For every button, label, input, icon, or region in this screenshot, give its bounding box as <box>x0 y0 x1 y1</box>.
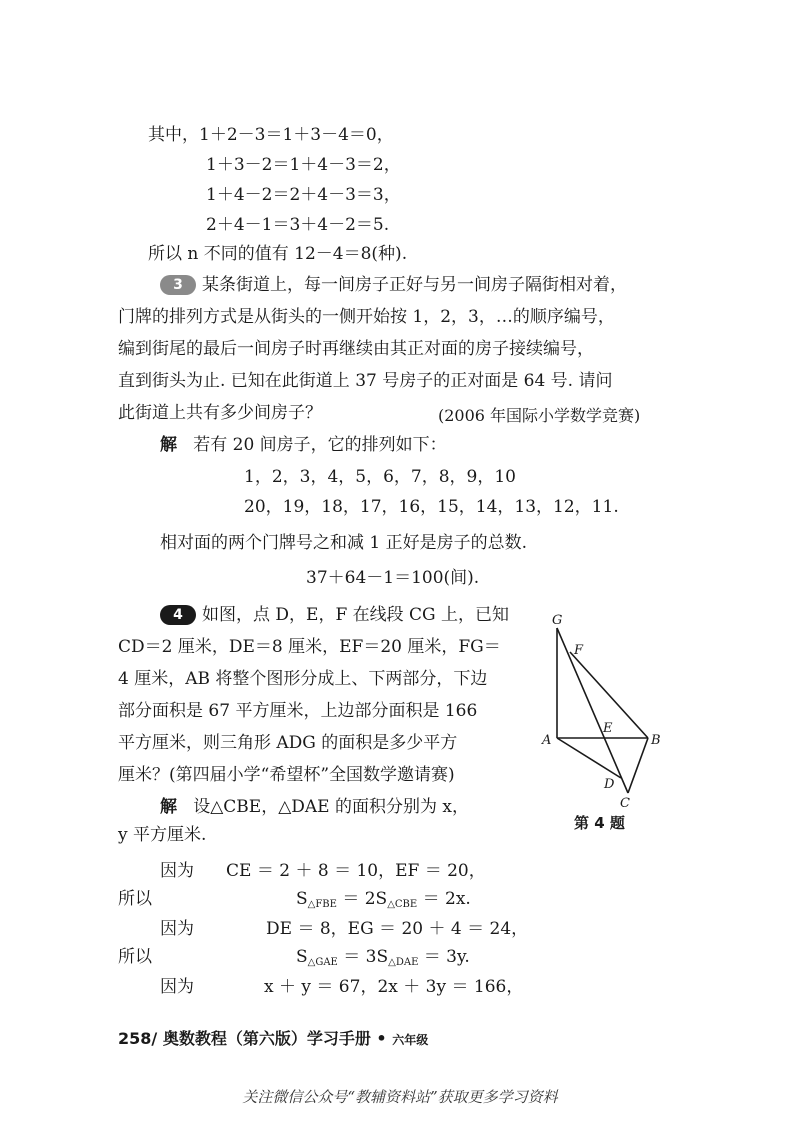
problem-number-badge: 4 <box>160 605 196 625</box>
step-label: 所以 <box>118 947 152 967</box>
step-equation: $S_{\triangle GAE} = 3S_{\triangle DAE} = 3y$. <box>296 947 470 968</box>
page-number: 258 <box>118 1029 152 1048</box>
text-line: 2＋4－1＝3＋4－2＝5. <box>206 215 390 235</box>
problem-text: 某条街道上，每一间房子正好与另一间房子隔街相对着， <box>202 275 627 295</box>
solution-label: 解 <box>160 435 177 455</box>
problem-text: CD＝2 厘米，DE＝8 厘米，EF＝20 厘米，FG＝ <box>118 637 501 657</box>
step-label: 所以 <box>118 889 152 909</box>
segment-GC <box>557 628 628 793</box>
label-E: E <box>603 721 613 736</box>
number-row: 20，19，18，17，16，15，14，13，12，11. <box>244 497 619 517</box>
label-F: F <box>574 643 584 658</box>
segment-AD <box>557 738 621 778</box>
step-equation: DE ＝ 8，EG ＝ 20 ＋ 4 ＝ 24， <box>266 919 529 939</box>
problem-3-line <box>160 274 627 296</box>
solution-line <box>160 434 447 456</box>
problem-number-badge: 3 <box>160 275 196 295</box>
grade-label: 六年级 <box>392 1033 429 1047</box>
solution-text: 若有 20 间房子，它的排列如下： <box>193 435 447 455</box>
book-title: / 奥数教程（第六版）学习手册 • <box>151 1029 387 1048</box>
step-equation: x ＋ y ＝ 67，2x ＋ 3y ＝ 166， <box>264 977 524 997</box>
problem-text: 部分面积是 67 平方厘米，上边部分面积是 166 <box>118 701 478 721</box>
page-footer <box>118 1026 428 1049</box>
text-line: 相对面的两个门牌号之和减 1 正好是房子的总数. <box>160 533 528 553</box>
problem-text: 4 厘米，AB 将整个图形分成上、下两部分，下边 <box>118 669 488 689</box>
label-A: A <box>542 733 552 748</box>
label-D: D <box>604 777 615 792</box>
problem-4-line <box>160 604 509 626</box>
step-label: 因为 <box>160 919 194 939</box>
step-equation: $S_{\triangle FBE} = 2S_{\triangle CBE} = 2x$. <box>296 889 471 910</box>
text-line: 其中，1＋2－3＝1＋3－4＝0， <box>148 125 394 145</box>
number-row: 1，2，3，4，5，6，7，8，9，10 <box>244 467 516 487</box>
problem-text: 直到街头为止. 已知在此街道上 37 号房子的正对面是 64 号. 请问 <box>118 371 613 391</box>
label-C: C <box>620 796 630 808</box>
step-label: 因为 <box>160 861 194 881</box>
problem-text: 编到街尾的最后一间房子时再继续由其正对面的房子接续编号， <box>118 339 594 359</box>
figure-caption: 第 4 题 <box>574 814 625 832</box>
text-line: 1＋4－2＝2＋4－3＝3， <box>206 185 401 205</box>
problem-text: 此街道上共有多少间房子？ <box>118 403 322 423</box>
problem-text: 门牌的排列方式是从街头的一侧开始按 1，2，3，…的顺序编号， <box>118 307 615 327</box>
geometry-figure <box>530 608 680 808</box>
solution-line <box>160 796 469 818</box>
text-line: 1＋3－2＝1＋4－3＝2， <box>206 155 401 175</box>
text-line: 所以 n 不同的值有 12－4＝8(种). <box>148 244 408 264</box>
problem-source: (2006 年国际小学数学竞赛) <box>438 406 641 425</box>
step-equation: CE ＝ 2 ＋ 8 ＝ 10，EF ＝ 20， <box>226 861 486 881</box>
solution-text: 设△CBE，△DAE 的面积分别为 x， <box>193 797 469 817</box>
step-label: 因为 <box>160 977 194 997</box>
problem-text: 厘米？(第四届小学“希望杯”全国数学邀请赛) <box>118 765 455 785</box>
segment-BC <box>628 738 648 793</box>
solution-label: 解 <box>160 797 177 817</box>
problem-text: 平方厘米，则三角形 ADG 的面积是多少平方 <box>118 733 458 753</box>
solution-text: y 平方厘米. <box>118 825 207 845</box>
problem-text: 如图，点 D，E，F 在线段 CG 上，已知 <box>202 605 510 625</box>
label-B: B <box>651 733 661 748</box>
label-G: G <box>552 613 563 628</box>
equation: 37＋64－1＝100(间). <box>306 568 480 588</box>
watermark-text: 关注微信公众号“教辅资料站”获取更多学习资料 <box>242 1088 558 1106</box>
